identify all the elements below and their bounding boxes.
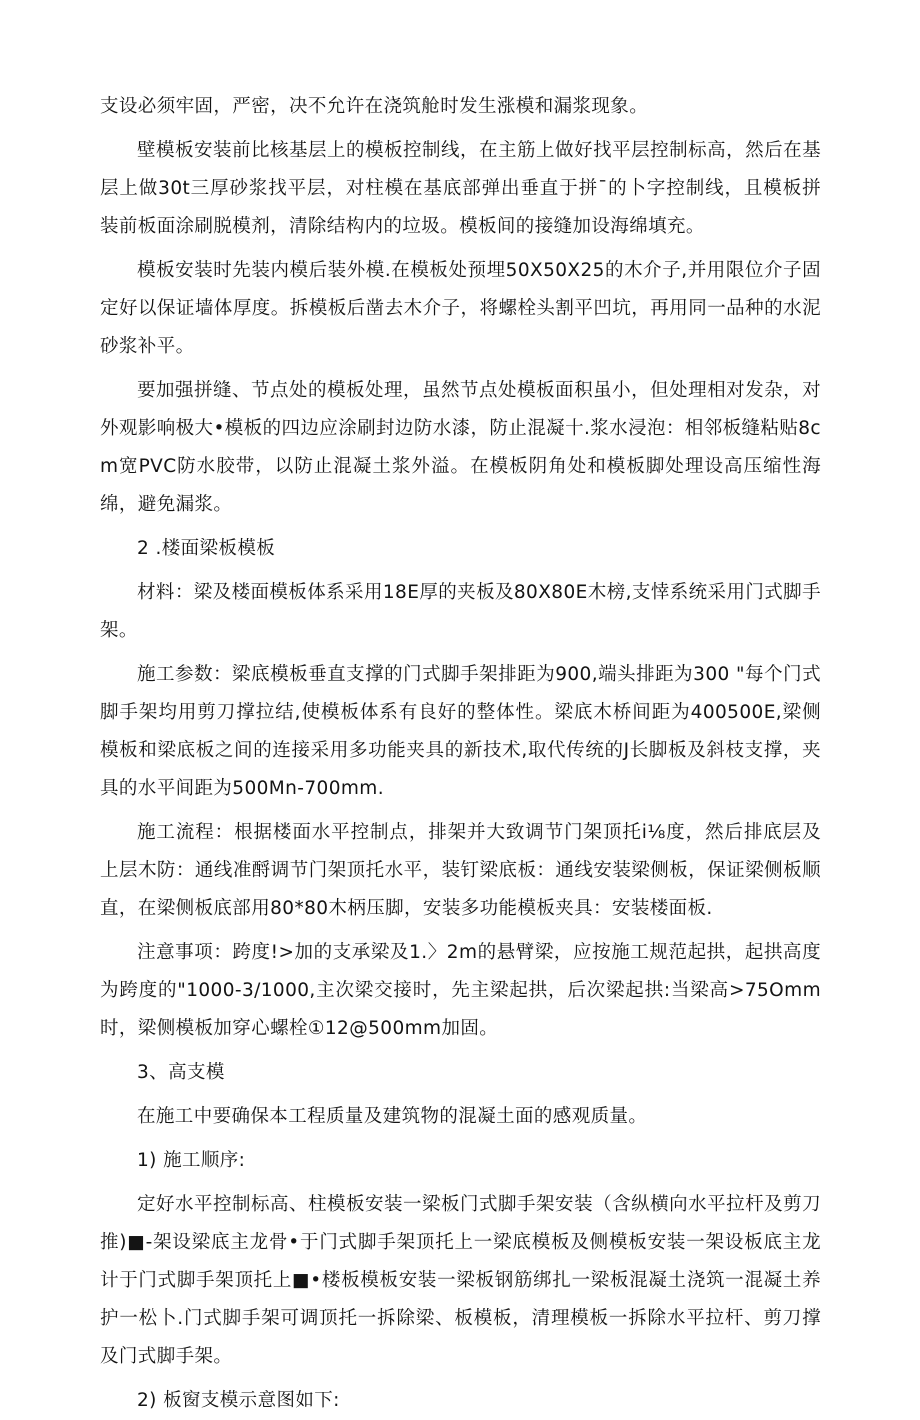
list-item-construction-order: 1) 施工顺序:	[137, 1150, 246, 1171]
section-heading-floor-beam-slab-formwork: 2 .楼面梁板模板	[137, 538, 276, 559]
paragraph-construction-parameters: 施工参数：梁底模板垂直支撑的门式脚手架排距为900,端头排距为300 "每个门式脚手架均用剪刀撑拉结,使模板体系有良好的整体性。梁底木桥间距为400500E,梁侧模板和梁底板之间的连接采用多功能夹具的新技术,取代传统的J长脚板及斜枝支撑，夹具的水平间距为500Mn-700mm.	[100, 664, 821, 799]
paragraph-quality-statement: 在施工中要确保本工程质量及建筑物的混凝土面的感观质量。	[137, 1106, 648, 1127]
paragraph-formwork-sequence: 模板安装时先装内模后装外模.在模板处预埋50X50X25的木介子,并用限位介子固定好以保证墙体厚度。拆模板后凿去木介子，将螺栓头割平凹坑，再用同一品种的水泥砂浆补平。	[100, 260, 821, 357]
paragraph-continuation: 支设必须牢固，严密，决不允许在浇筑舱时发生涨模和漏浆现象。	[100, 96, 649, 117]
paragraph-precautions: 注意事项：跨度!>加的支承梁及1.〉2m的悬臂梁，应按施工规范起拱，起拱高度为跨度的"1000-3/1000,主次梁交接时，先主梁起拱，后次梁起拱:当梁高>75Omm时，梁侧模板加穿心螺栓①12@500mm加固。	[100, 942, 821, 1039]
paragraph-construction-process: 施工流程：根据楼面水平控制点，排架并大致调节门架顶托i⅛度，然后排底层及上层木防：通线准酹调节门架顶托水平，装钉梁底板：通线安装梁侧板，保证梁侧板顺直，在梁侧板底部用80*80木柄压脚，安装多功能模板夹具：安装楼面板.	[100, 822, 821, 919]
paragraph-construction-order-detail: 定好水平控制标高、柱模板安装一梁板门式脚手架安装（含纵横向水平拉杆及剪刀推)■-架设梁底主龙骨•于门式脚手架顶托上一梁底模板及侧模板安装一架设板底主龙计于门式脚手架顶托上■•楼板模板安装一梁板钢筋绑扎一梁板混凝土浇筑一混凝土养护一松卜.门式脚手架可调顶托一拆除梁、板模板，清理模板一拆除水平拉杆、剪刀撑及门式脚手架。	[100, 1194, 821, 1367]
paragraph-joint-treatment: 要加强拼缝、节点处的模板处理，虽然节点处模板面积虽小，但处理相对发杂，对外观影响极大•模板的四边应涂刷封边防水漆，防止混凝十.浆水浸泡：相邻板缝粘贴8cm宽PVC防水胶带，以防止混凝土浆外溢。在模板阴角处和模板脚处理设高压缩性海绵，避免漏浆。	[100, 380, 821, 515]
list-item-formwork-diagram: 2) 板窗支模示意图如下:	[137, 1390, 340, 1411]
section-heading-high-formwork: 3、高支模	[137, 1062, 225, 1083]
paragraph-materials: 材料：梁及楼面模板体系采用18E厚的夹板及80X80E木榜,支悻系统采用门式脚手架。	[100, 582, 821, 641]
paragraph-wall-formwork-install: 壁模板安装前比核基层上的模板控制线，在主筋上做好找平层控制标高，然后在基层上做30t三厚砂浆找平层，对柱模在基底部弹出垂直于拼ˉ的卜字控制线，且模板拼装前板面涂刷脱模剂，清除结构内的垃圾。模板间的接缝加设海绵填充。	[100, 140, 821, 237]
